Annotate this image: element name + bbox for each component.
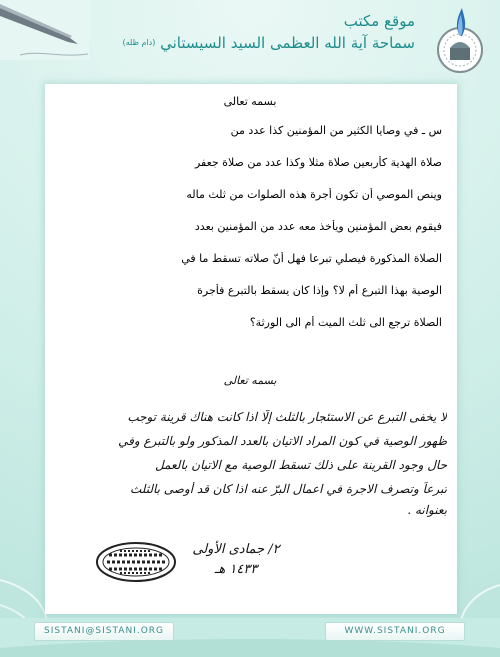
answer-line: ظهور الوصية في كون المراد الاتيان بالعدد المذكور ولو بالتبرع وفي — [118, 434, 447, 448]
site-title-name: سماحة آية الله العظمى السيد السيستاني — [160, 34, 415, 52]
site-title — [85, 12, 415, 54]
answer-date-line1: ٢/ جمادى الأولى — [192, 542, 280, 557]
question-line: وينص الموصي أن تكون أجرة هذه الصلوات من ثلث ماله — [186, 188, 442, 201]
site-title-line2 — [85, 32, 415, 54]
pen-icon — [0, 0, 90, 60]
site-header — [0, 0, 500, 84]
office-seal-stamp — [95, 541, 177, 583]
footer-website-link[interactable]: WWW.SISTANI.ORG — [325, 622, 465, 641]
answer-line: حال وجود القرينة على ذلك تسقط الوصية مع الاتيان بالعمل — [154, 458, 447, 472]
question-heading: بسمه تعالى — [223, 95, 277, 108]
question-line: فيقوم بعض المؤمنين ويأخذ معه عدد من المؤمنين بعدد — [194, 220, 442, 233]
answer-date-line2: ١٤٣٣ هـ — [214, 562, 258, 577]
answer-line: لا يخفى التبرع عن الاستئجار بالثلث إلّا اذا كانت هناك قرينة توجب — [127, 410, 447, 424]
question-line: الصلاة المذكورة فيصلي تبرعا فهل أنّ صلاته تسقط ما في — [181, 252, 442, 265]
office-emblem-icon — [428, 6, 492, 76]
answer-line: تبرعاً وتصرف الاجرة في اعمال البرّ عنه اذا كان قد أوصى بالثلث — [129, 482, 447, 496]
question-line: صلاة الهدية كأربعين صلاة مثلا وكذا عدد من صلاة جعفر — [194, 156, 442, 169]
footer-email-link[interactable]: SISTANI@SISTANI.ORG — [34, 622, 174, 641]
honorific: (دام ظله) — [122, 38, 156, 47]
site-title-line1: موقع مكتب — [343, 12, 415, 30]
answer-line: بعنوانه . — [407, 503, 447, 517]
question-line: الوصية بهذا التبرع أم لا؟ وإذا كان يسقط بالتبرع فأجرة — [197, 284, 442, 297]
question-line: س ـ في وصايا الكثير من المؤمنين كذا عدد من — [230, 124, 442, 137]
answer-heading: بسمه تعالى — [223, 374, 277, 387]
question-line: الصلاة ترجع الى ثلث الميت أم الى الورثة؟ — [249, 316, 442, 329]
